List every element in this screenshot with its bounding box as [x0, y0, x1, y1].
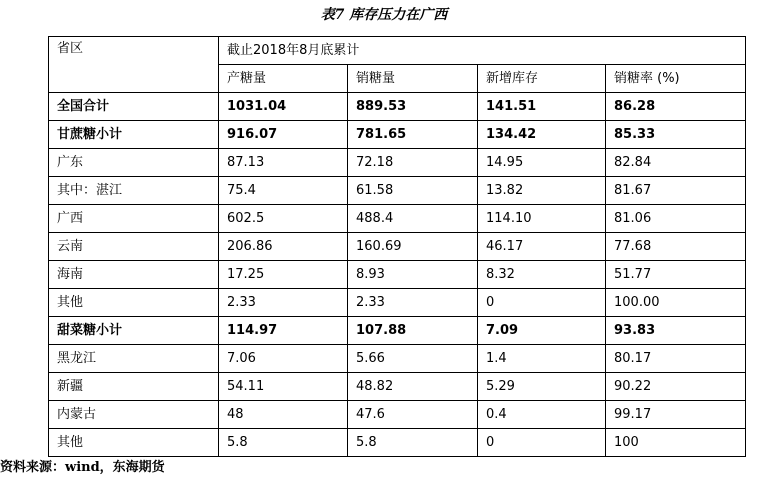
table-row: [49, 401, 746, 429]
sales-cell: 160.69: [348, 233, 478, 261]
sales-cell: 72.18: [348, 149, 478, 177]
production-cell: 7.06: [219, 345, 348, 373]
header-sales: 销糖量: [348, 65, 478, 93]
sales-rate-cell: 99.17: [606, 401, 746, 429]
sales-cell: 48.82: [348, 373, 478, 401]
production-cell: 75.4: [219, 177, 348, 205]
sales-rate-cell: 90.22: [606, 373, 746, 401]
table-row: [49, 177, 746, 205]
region-cell: 其他: [49, 289, 219, 317]
region-cell: 云南: [49, 233, 219, 261]
sales-rate-cell: 82.84: [606, 149, 746, 177]
header-new-inventory: 新增库存: [478, 65, 606, 93]
sales-cell: 5.66: [348, 345, 478, 373]
new-inventory-cell: 14.95: [478, 149, 606, 177]
production-cell: 602.5: [219, 205, 348, 233]
table-row: [49, 93, 746, 121]
new-inventory-cell: 1.4: [478, 345, 606, 373]
sales-rate-cell: 85.33: [606, 121, 746, 149]
new-inventory-cell: 114.10: [478, 205, 606, 233]
region-cell: 其他: [49, 429, 219, 457]
table-row: [49, 429, 746, 457]
region-cell: 甘蔗糖小计: [49, 121, 219, 149]
region-cell: 其中：湛江: [49, 177, 219, 205]
sales-cell: 47.6: [348, 401, 478, 429]
new-inventory-cell: 134.42: [478, 121, 606, 149]
sales-cell: 488.4: [348, 205, 478, 233]
table-row: [49, 121, 746, 149]
new-inventory-cell: 141.51: [478, 93, 606, 121]
sales-rate-cell: 93.83: [606, 317, 746, 345]
table-row: [49, 345, 746, 373]
production-cell: 1031.04: [219, 93, 348, 121]
table-row: [49, 317, 746, 345]
new-inventory-cell: 5.29: [478, 373, 606, 401]
production-cell: 48: [219, 401, 348, 429]
header-period: 截止2018年8月底累计: [219, 37, 746, 65]
table-row: [49, 261, 746, 289]
table-title: 表7 库存压力在广西: [320, 7, 448, 23]
new-inventory-cell: 7.09: [478, 317, 606, 345]
production-cell: 87.13: [219, 149, 348, 177]
sales-rate-cell: 77.68: [606, 233, 746, 261]
new-inventory-cell: 8.32: [478, 261, 606, 289]
production-cell: 54.11: [219, 373, 348, 401]
sales-rate-cell: 86.28: [606, 93, 746, 121]
new-inventory-cell: 0: [478, 289, 606, 317]
sales-rate-cell: 81.06: [606, 205, 746, 233]
header-region: 省区: [49, 37, 219, 93]
table-row: [49, 289, 746, 317]
region-cell: 全国合计: [49, 93, 219, 121]
region-cell: 广西: [49, 205, 219, 233]
table-row: [49, 373, 746, 401]
sales-cell: 8.93: [348, 261, 478, 289]
sales-cell: 5.8: [348, 429, 478, 457]
sales-cell: 2.33: [348, 289, 478, 317]
production-cell: 17.25: [219, 261, 348, 289]
sales-cell: 781.65: [348, 121, 478, 149]
sales-rate-cell: 51.77: [606, 261, 746, 289]
sales-cell: 61.58: [348, 177, 478, 205]
header-row-period: [49, 37, 746, 65]
region-cell: 甜菜糖小计: [49, 317, 219, 345]
new-inventory-cell: 13.82: [478, 177, 606, 205]
sugar-inventory-table: [48, 36, 746, 457]
sales-rate-cell: 100.00: [606, 289, 746, 317]
header-production: 产糖量: [219, 65, 348, 93]
sales-cell: 107.88: [348, 317, 478, 345]
region-cell: 黑龙江: [49, 345, 219, 373]
production-cell: 2.33: [219, 289, 348, 317]
table-body: [49, 37, 746, 457]
new-inventory-cell: 46.17: [478, 233, 606, 261]
production-cell: 5.8: [219, 429, 348, 457]
sales-rate-cell: 80.17: [606, 345, 746, 373]
header-sales-rate: 销糖率 (%): [606, 65, 746, 93]
production-cell: 114.97: [219, 317, 348, 345]
region-cell: 海南: [49, 261, 219, 289]
production-cell: 916.07: [219, 121, 348, 149]
table-row: [49, 205, 746, 233]
region-cell: 广东: [49, 149, 219, 177]
sales-rate-cell: 100: [606, 429, 746, 457]
table-row: [49, 233, 746, 261]
sales-rate-cell: 81.67: [606, 177, 746, 205]
sales-cell: 889.53: [348, 93, 478, 121]
production-cell: 206.86: [219, 233, 348, 261]
table-row: [49, 149, 746, 177]
new-inventory-cell: 0.4: [478, 401, 606, 429]
region-cell: 内蒙古: [49, 401, 219, 429]
region-cell: 新疆: [49, 373, 219, 401]
source-note: 资料来源：wind，东海期货: [0, 460, 165, 475]
new-inventory-cell: 0: [478, 429, 606, 457]
